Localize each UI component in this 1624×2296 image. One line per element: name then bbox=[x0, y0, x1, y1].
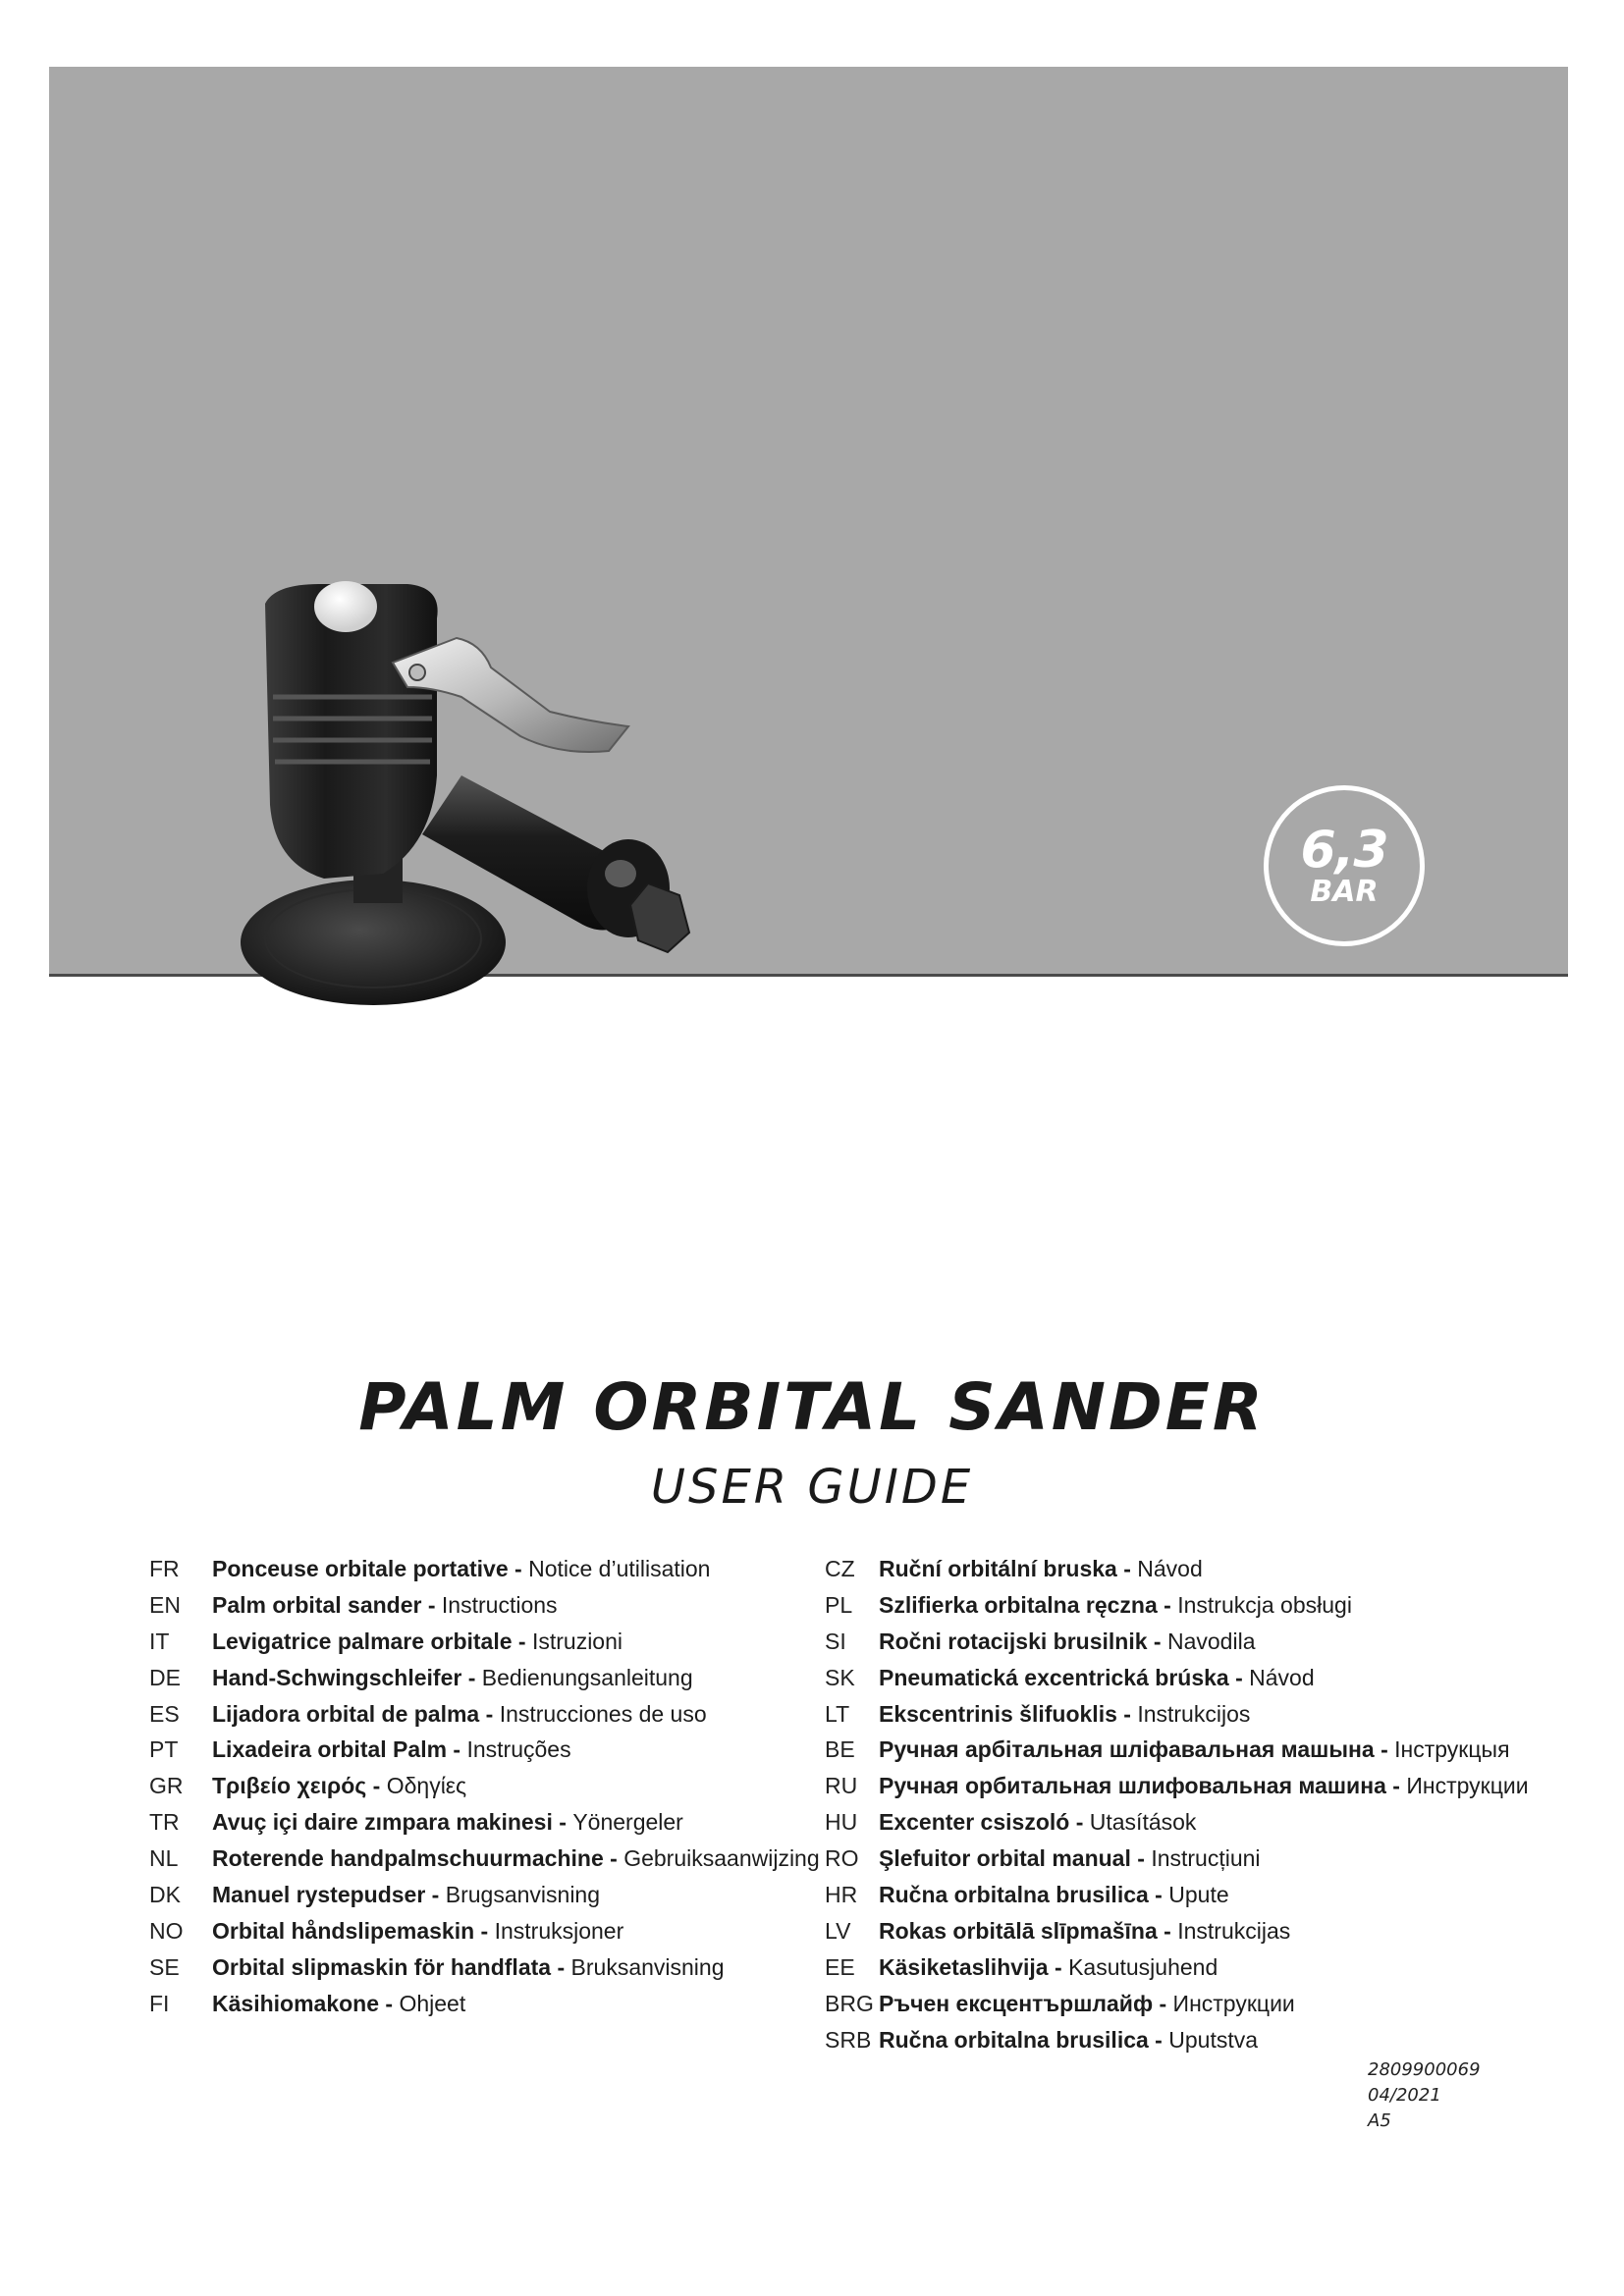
language-code: SK bbox=[825, 1664, 855, 1690]
language-row-hu bbox=[825, 1809, 1529, 1845]
product-name: Ručna orbitalna brusilica bbox=[879, 1882, 1149, 1908]
product-name: Lixadeira orbital Palm bbox=[212, 1736, 448, 1763]
separator: - bbox=[479, 1700, 500, 1727]
separator: - bbox=[512, 1628, 532, 1654]
language-row-fr bbox=[149, 1556, 820, 1592]
separator: - bbox=[1157, 1917, 1178, 1944]
language-row-dk bbox=[149, 1882, 820, 1918]
separator: - bbox=[551, 1953, 571, 1980]
language-row-brg bbox=[825, 1991, 1529, 2027]
document-type: Οδηγίες bbox=[386, 1773, 467, 1799]
language-row-fi bbox=[149, 1991, 820, 2027]
language-code: DK bbox=[149, 1882, 181, 1908]
document-type: Ohjeet bbox=[399, 1990, 466, 2016]
sander-image bbox=[236, 550, 943, 1011]
separator: - bbox=[1116, 1700, 1138, 1727]
product-name: Käsihiomakone bbox=[212, 1990, 379, 2016]
document-type: Utasítások bbox=[1089, 1809, 1197, 1836]
document-type: Instrukcja obsługi bbox=[1177, 1591, 1352, 1618]
separator: - bbox=[461, 1664, 482, 1690]
product-name: Τριβείο χειρός bbox=[212, 1773, 367, 1799]
language-code: SE bbox=[149, 1953, 180, 1980]
product-name: Ruční orbitální bruska bbox=[879, 1556, 1117, 1581]
separator: - bbox=[1048, 1953, 1069, 1980]
language-code: GR bbox=[149, 1773, 184, 1799]
product-name: Lijadora orbital de palma bbox=[212, 1700, 480, 1727]
language-code: TR bbox=[149, 1809, 180, 1836]
language-row-nl bbox=[149, 1845, 820, 1882]
language-code: HR bbox=[825, 1882, 858, 1908]
language-code: NL bbox=[149, 1845, 179, 1872]
document-type: Yönergeler bbox=[572, 1809, 683, 1836]
product-name: Avuç içi daire zımpara makinesi bbox=[212, 1809, 553, 1836]
document-type: Istruzioni bbox=[531, 1628, 623, 1654]
document-type: Navodila bbox=[1166, 1628, 1256, 1654]
product-name: Szlifierka orbitalna ręczna bbox=[879, 1591, 1158, 1618]
separator: - bbox=[1130, 1845, 1152, 1872]
language-code: RO bbox=[825, 1845, 859, 1872]
product-name: Ручная арбітальная шліфавальная машына bbox=[879, 1736, 1375, 1763]
document-type: Инструкции bbox=[1172, 1990, 1295, 2016]
language-row-sk bbox=[825, 1665, 1529, 1701]
document-title: PALM ORBITAL SANDER bbox=[358, 1369, 1266, 1445]
language-row-si bbox=[825, 1629, 1529, 1665]
document-type: Návod bbox=[1249, 1664, 1315, 1690]
reference-number: 2809900069 bbox=[1368, 2059, 1481, 2080]
separator: - bbox=[603, 1845, 624, 1872]
language-list-left bbox=[149, 1556, 820, 2027]
product-name: Ručna orbitalna brusilica bbox=[879, 2026, 1149, 2053]
product-name: Käsiketaslihvija bbox=[879, 1953, 1049, 1980]
document-type: Brugsanvisning bbox=[445, 1882, 601, 1908]
document-type: Kasutusjuhend bbox=[1068, 1953, 1218, 1980]
language-row-pl bbox=[825, 1592, 1529, 1629]
separator: - bbox=[1374, 1736, 1395, 1763]
separator: - bbox=[1147, 1628, 1167, 1654]
language-code: NO bbox=[149, 1917, 184, 1944]
language-row-pt bbox=[149, 1736, 820, 1773]
document-meta bbox=[1368, 2057, 1481, 2134]
language-row-ee bbox=[825, 1954, 1529, 1991]
pressure-unit: BAR bbox=[1310, 875, 1379, 909]
document-type: Instruções bbox=[466, 1736, 571, 1763]
language-code: DE bbox=[149, 1664, 181, 1690]
separator: - bbox=[474, 1917, 495, 1944]
document-type: Инструкции bbox=[1406, 1773, 1529, 1799]
language-code: FI bbox=[149, 1990, 170, 2016]
language-code: LT bbox=[825, 1700, 850, 1727]
product-name: Ročni rotacijski brusilnik bbox=[879, 1628, 1148, 1654]
language-code: LV bbox=[825, 1917, 851, 1944]
document-type: Instructions bbox=[441, 1591, 558, 1618]
language-code: FR bbox=[149, 1556, 180, 1581]
language-row-tr bbox=[149, 1809, 820, 1845]
separator: - bbox=[1148, 2026, 1169, 2053]
language-code: SRB bbox=[825, 2026, 872, 2053]
language-code: PT bbox=[149, 1736, 179, 1763]
document-type: Instrucțiuni bbox=[1151, 1845, 1261, 1872]
language-code: EN bbox=[149, 1591, 181, 1618]
product-name: Şlefuitor orbital manual bbox=[879, 1845, 1131, 1872]
document-type: Instrucciones de uso bbox=[499, 1700, 707, 1727]
language-row-lv bbox=[825, 1918, 1529, 1954]
language-row-lt bbox=[825, 1701, 1529, 1737]
language-row-ru bbox=[825, 1773, 1529, 1809]
language-code: CZ bbox=[825, 1556, 855, 1581]
separator: - bbox=[425, 1882, 446, 1908]
product-name: Excenter csiszoló bbox=[879, 1809, 1070, 1836]
publication-date: 04/2021 bbox=[1368, 2085, 1441, 2106]
document-type: Instrukcijos bbox=[1137, 1700, 1251, 1727]
product-name: Rokas orbitālā slīpmašīna bbox=[879, 1917, 1158, 1944]
product-name: Orbital slipmaskin för handflata bbox=[212, 1953, 552, 1980]
paper-format: A5 bbox=[1368, 2110, 1391, 2131]
product-name: Ручная орбитальная шлифовальная машина bbox=[879, 1773, 1386, 1799]
language-row-gr bbox=[149, 1773, 820, 1809]
product-name: Roterende handpalmschuurmachine bbox=[212, 1845, 604, 1872]
separator: - bbox=[421, 1591, 442, 1618]
language-row-be bbox=[825, 1736, 1529, 1773]
language-row-cz bbox=[825, 1556, 1529, 1592]
document-type: Gebruiksaanwijzing bbox=[623, 1845, 820, 1872]
separator: - bbox=[508, 1556, 529, 1581]
product-name: Ponceuse orbitale portative bbox=[212, 1556, 509, 1581]
language-row-de bbox=[149, 1665, 820, 1701]
document-type: Instruksjoner bbox=[494, 1917, 624, 1944]
language-code: BRG bbox=[825, 1990, 874, 2016]
document-type: Notice d’utilisation bbox=[528, 1556, 711, 1581]
language-row-se bbox=[149, 1954, 820, 1991]
product-name: Hand-Schwingschleifer bbox=[212, 1664, 462, 1690]
language-code: EE bbox=[825, 1953, 855, 1980]
separator: - bbox=[1116, 1556, 1138, 1581]
document-type: Návod bbox=[1137, 1556, 1203, 1581]
language-code: IT bbox=[149, 1628, 170, 1654]
separator: - bbox=[1153, 1990, 1173, 2016]
language-row-hr bbox=[825, 1882, 1529, 1918]
document-type: Bedienungsanleitung bbox=[481, 1664, 693, 1690]
separator: - bbox=[552, 1809, 573, 1836]
language-row-no bbox=[149, 1918, 820, 1954]
separator: - bbox=[1148, 1882, 1169, 1908]
document-type: Uputstva bbox=[1168, 2026, 1259, 2053]
document-type: Bruksanvisning bbox=[570, 1953, 725, 1980]
separator: - bbox=[1228, 1664, 1250, 1690]
language-code: PL bbox=[825, 1591, 853, 1618]
document-type: Upute bbox=[1168, 1882, 1229, 1908]
product-name: Ekscentrinis šlifuoklis bbox=[879, 1700, 1117, 1727]
product-name: Ръчен ексцентършлайф bbox=[879, 1990, 1154, 2016]
language-list-right bbox=[825, 1556, 1529, 2062]
language-row-ro bbox=[825, 1845, 1529, 1882]
separator: - bbox=[1157, 1591, 1178, 1618]
pressure-value: 6,3 bbox=[1300, 821, 1388, 880]
language-code: HU bbox=[825, 1809, 858, 1836]
product-name: Levigatrice palmare orbitale bbox=[212, 1628, 513, 1654]
language-row-es bbox=[149, 1701, 820, 1737]
product-name: Palm orbital sander bbox=[212, 1591, 422, 1618]
language-code: RU bbox=[825, 1773, 858, 1799]
document-subtitle: USER GUIDE bbox=[650, 1460, 974, 1515]
language-code: ES bbox=[149, 1700, 180, 1727]
language-code: SI bbox=[825, 1628, 846, 1654]
document-type: Instrukcijas bbox=[1177, 1917, 1291, 1944]
language-row-it bbox=[149, 1629, 820, 1665]
separator: - bbox=[379, 1990, 400, 2016]
pressure-badge bbox=[1264, 785, 1425, 946]
separator: - bbox=[447, 1736, 467, 1763]
product-name: Orbital håndslipemaskin bbox=[212, 1917, 475, 1944]
separator: - bbox=[366, 1773, 387, 1799]
document-type: Інструкцыя bbox=[1394, 1736, 1510, 1763]
product-name: Manuel rystepudser bbox=[212, 1882, 426, 1908]
language-row-en bbox=[149, 1592, 820, 1629]
language-code: BE bbox=[825, 1736, 855, 1763]
separator: - bbox=[1385, 1773, 1407, 1799]
product-name: Pneumatická excentrická brúska bbox=[879, 1664, 1229, 1690]
separator: - bbox=[1069, 1809, 1090, 1836]
